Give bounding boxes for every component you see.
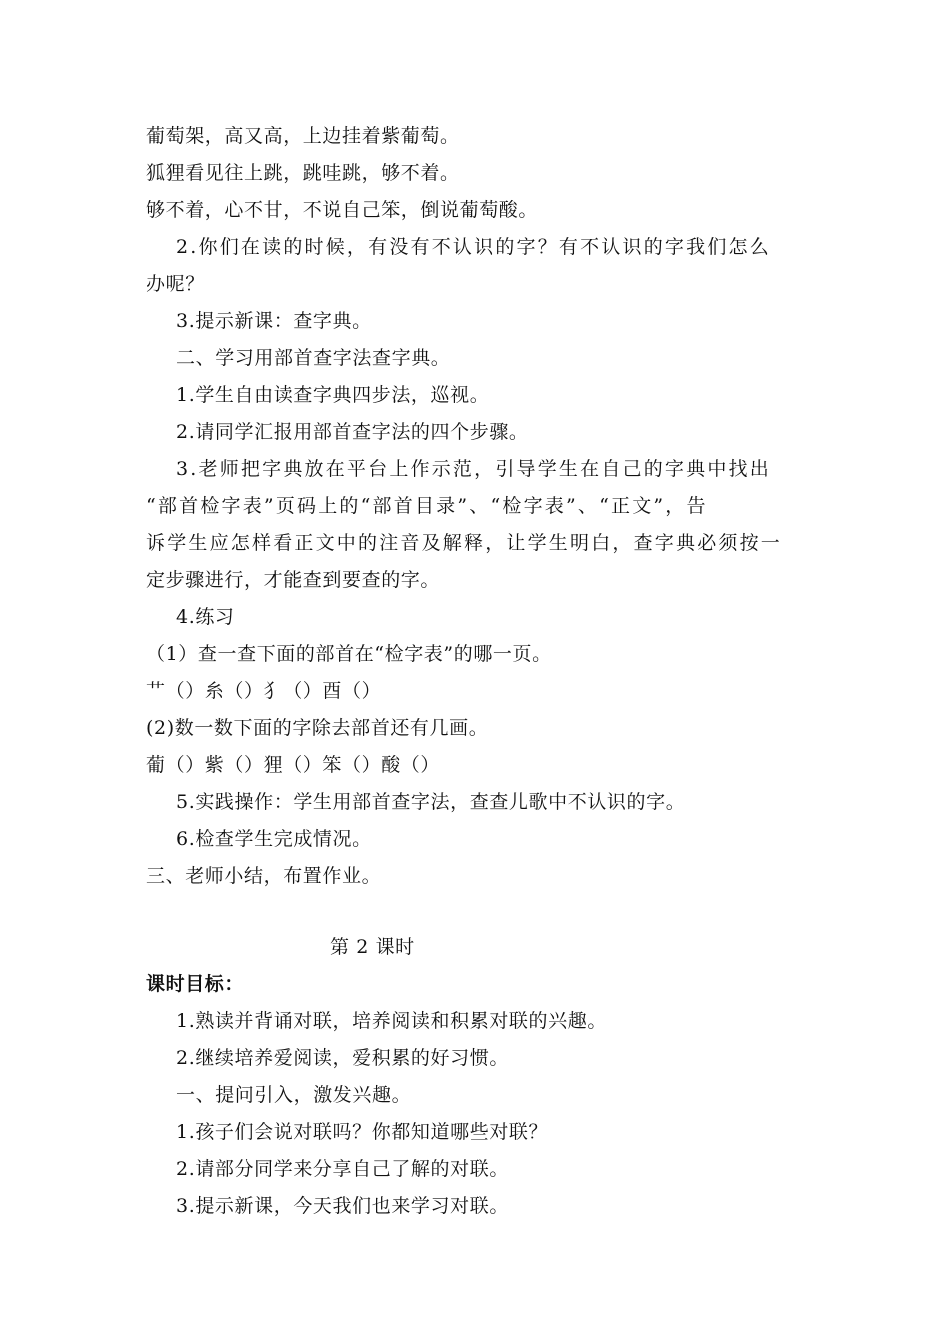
paragraph-line: 3.老师把字典放在平台上作示范，引导学生在自己的字典中找出 <box>176 458 771 480</box>
poem-line-1: 葡萄架，高又高，上边挂着紫葡萄。 <box>146 125 460 147</box>
exercise-line: （1）查一查下面的部首在“检字表”的哪一页。 <box>146 643 552 665</box>
lesson-goals-heading: 课时目标： <box>146 973 245 995</box>
paragraph-line: 3.提示新课：查字典。 <box>176 310 372 332</box>
section-heading: 一、提问引入，激发兴趣。 <box>176 1084 412 1106</box>
paragraph-line: 1.学生自由读查字典四步法，巡视。 <box>176 384 490 406</box>
paragraph-line: 6.检查学生完成情况。 <box>176 828 372 850</box>
paragraph-line: 3.提示新课，今天我们也来学习对联。 <box>176 1195 509 1217</box>
poem-line-2: 狐狸看见往上跳，跳哇跳，够不着。 <box>146 162 460 184</box>
paragraph-line: 诉学生应怎样看正文中的注音及解释，让学生明白，查字典必须按一 <box>146 532 783 554</box>
paragraph-line: 2.你们在读的时候，有没有不认识的字？有不认识的字我们怎么 <box>176 236 771 258</box>
section-heading: 二、学习用部首查字法查字典。 <box>176 347 451 369</box>
paragraph-line: 5.实践操作：学生用部首查字法，查查儿歌中不认识的字。 <box>176 791 686 813</box>
paragraph-line: 办呢？ <box>146 273 205 295</box>
lesson-title: 第 2 课时 <box>330 936 415 958</box>
paragraph-line: 2.请部分同学来分享自己了解的对联。 <box>176 1158 509 1180</box>
section-heading: 三、老师小结，布置作业。 <box>146 865 382 887</box>
paragraph-line: 2.继续培养爱阅读，爱积累的好习惯。 <box>176 1047 509 1069</box>
exercise-line: 艹（）糸（）犭（）酉（） <box>146 680 382 702</box>
exercise-line: 葡（）紫（）狸（）笨（）酸（） <box>146 754 441 776</box>
paragraph-line: 定步骤进行，才能查到要查的字。 <box>146 569 441 591</box>
paragraph-line: 1.熟读并背诵对联，培养阅读和积累对联的兴趣。 <box>176 1010 607 1032</box>
paragraph-line: 4.练习 <box>176 606 235 628</box>
exercise-line: (2)数一数下面的字除去部首还有几画。 <box>146 717 489 739</box>
paragraph-line: 2.请同学汇报用部首查字法的四个步骤。 <box>176 421 529 443</box>
paragraph-line: 1.孩子们会说对联吗？你都知道哪些对联？ <box>176 1121 549 1143</box>
poem-line-3: 够不着，心不甘，不说自己笨，倒说葡萄酸。 <box>146 199 539 221</box>
paragraph-line: “部首检字表”页码上的“部首目录”、“检字表”、“正文”，告 <box>146 495 708 517</box>
